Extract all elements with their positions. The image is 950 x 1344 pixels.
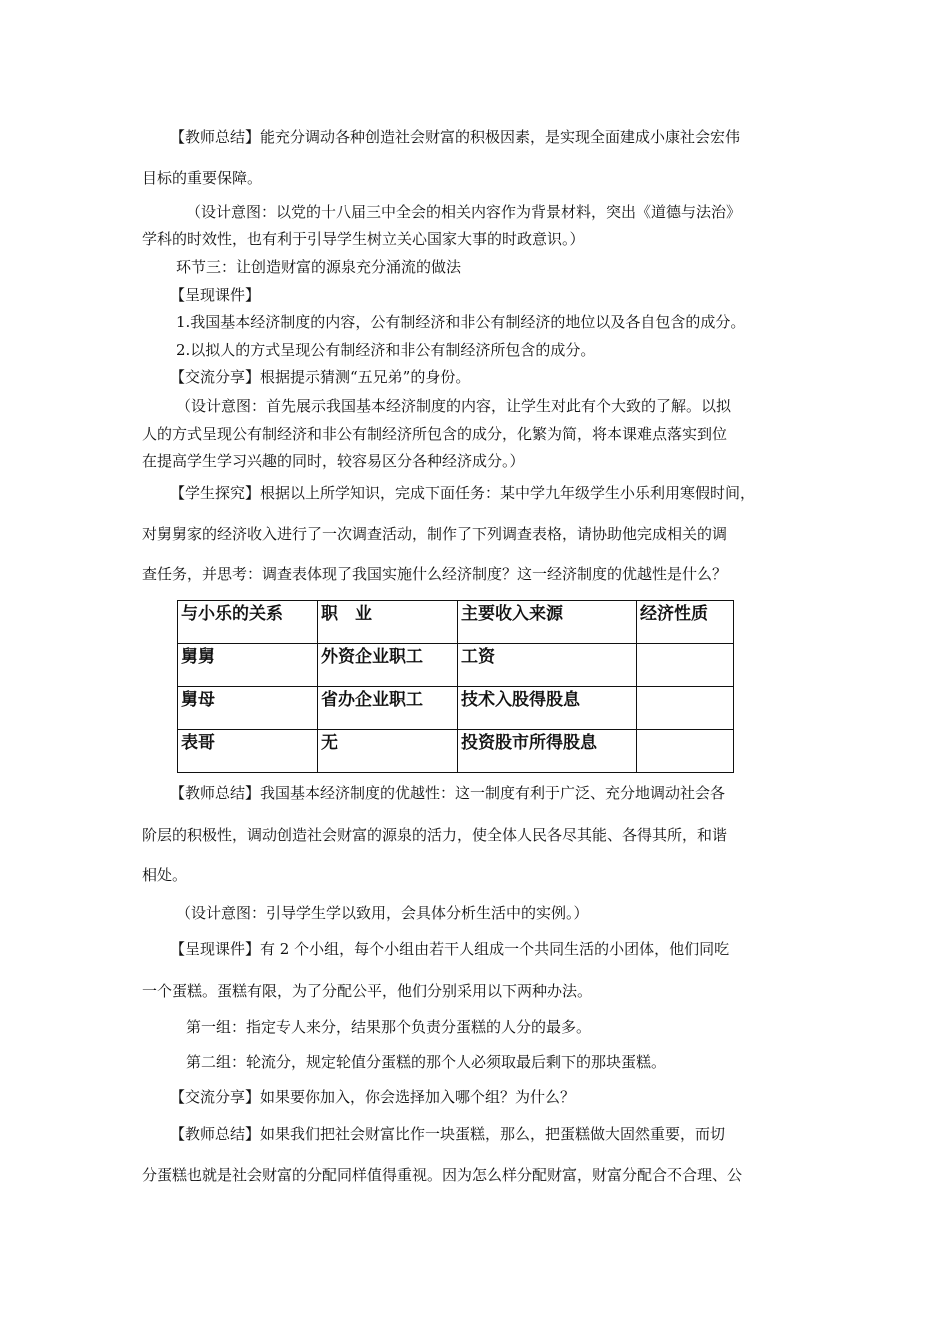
text-line: 【教师总结】如果我们把社会财富比作一块蛋糕，那么，把蛋糕做大固然重要，而切	[170, 1125, 726, 1143]
table-cell	[637, 730, 734, 773]
text-line: 相处。	[142, 866, 188, 884]
text-line: 第二组：轮流分，规定轮值分蛋糕的那个人必须取最后剩下的那块蛋糕。	[186, 1053, 667, 1071]
text-line: 对舅舅家的经济收入进行了一次调查活动，制作了下列调查表格，请协助他完成相关的调	[142, 525, 728, 543]
text-line: （设计意图：以党的十八届三中全会的相关内容作为背景材料，突出《道德与法治》	[186, 203, 742, 221]
text-line: 【教师总结】我国基本经济制度的优越性：这一制度有利于广泛、充分地调动社会各	[170, 784, 726, 802]
text-line: 2.以拟人的方式呈现公有制经济和非公有制经济所包含的成分。	[176, 341, 596, 359]
table-header-cell: 职 业	[318, 601, 458, 644]
table-row	[178, 644, 734, 687]
table-row	[178, 730, 734, 773]
table-row	[178, 687, 734, 730]
text-line: 【教师总结】能充分调动各种创造社会财富的积极因素，是实现全面建成小康社会宏伟	[170, 128, 741, 146]
table-header-row	[178, 601, 734, 644]
text-line: （设计意图：引导学生学以致用，会具体分析生活中的实例。）	[176, 904, 589, 922]
text-line: 【交流分享】根据提示猜测“五兄弟”的身份。	[170, 368, 471, 386]
text-line: 【交流分享】如果要你加入，你会选择加入哪个组？为什么？	[170, 1088, 576, 1106]
text-line: 人的方式呈现公有制经济和非公有制经济所包含的成分，化繁为简，将本课难点落实到位	[142, 425, 728, 443]
text-line: 阶层的积极性，调动创造社会财富的源泉的活力，使全体人民各尽其能、各得其所，和谐	[142, 826, 728, 844]
text-line: 第一组：指定专人来分，结果那个负责分蛋糕的人分的最多。	[186, 1018, 592, 1036]
table-cell: 舅母	[178, 687, 318, 730]
text-line: 【呈现课件】	[170, 286, 261, 304]
text-line: 在提高学生学习兴趣的同时，较容易区分各种经济成分。）	[142, 452, 525, 470]
table-cell: 外资企业职工	[318, 644, 458, 687]
text-line: 目标的重要保障。	[142, 169, 263, 187]
text-line: （设计意图：首先展示我国基本经济制度的内容，让学生对此有个大致的了解。以拟	[176, 397, 732, 415]
text-line: 环节三：让创造财富的源泉充分涌流的做法	[176, 258, 462, 276]
text-line: 查任务，并思考：调查表体现了我国实施什么经济制度？这一经济制度的优越性是什么？	[142, 565, 728, 583]
table-cell: 技术入股得股息	[458, 687, 637, 730]
table-cell	[637, 687, 734, 730]
text-line: 【学生探究】根据以上所学知识，完成下面任务：某中学九年级学生小乐利用寒假时间，	[170, 484, 756, 502]
table-cell: 表哥	[178, 730, 318, 773]
table-header-cell: 经济性质	[637, 601, 734, 644]
table-cell	[637, 644, 734, 687]
survey-table	[177, 600, 734, 773]
table-cell: 省办企业职工	[318, 687, 458, 730]
text-line: 1.我国基本经济制度的内容，公有制经济和非公有制经济的地位以及各自包含的成分。	[176, 313, 746, 331]
table-cell: 无	[318, 730, 458, 773]
text-line: 【呈现课件】有 2 个小组，每个小组由若干人组成一个共同生活的小团体，他们同吃	[170, 940, 730, 958]
text-line: 一个蛋糕。蛋糕有限，为了分配公平，他们分别采用以下两种办法。	[142, 982, 593, 1000]
table-header-cell: 与小乐的关系	[178, 601, 318, 644]
table-cell: 投资股市所得股息	[458, 730, 637, 773]
table-header-cell: 主要收入来源	[458, 601, 637, 644]
table-cell: 工资	[458, 644, 637, 687]
text-line: 学科的时效性，也有利于引导学生树立关心国家大事的时政意识。）	[142, 230, 585, 248]
table-cell: 舅舅	[178, 644, 318, 687]
text-line: 分蛋糕也就是社会财富的分配同样值得重视。因为怎么样分配财富，财富分配合不合理、公	[142, 1166, 743, 1184]
